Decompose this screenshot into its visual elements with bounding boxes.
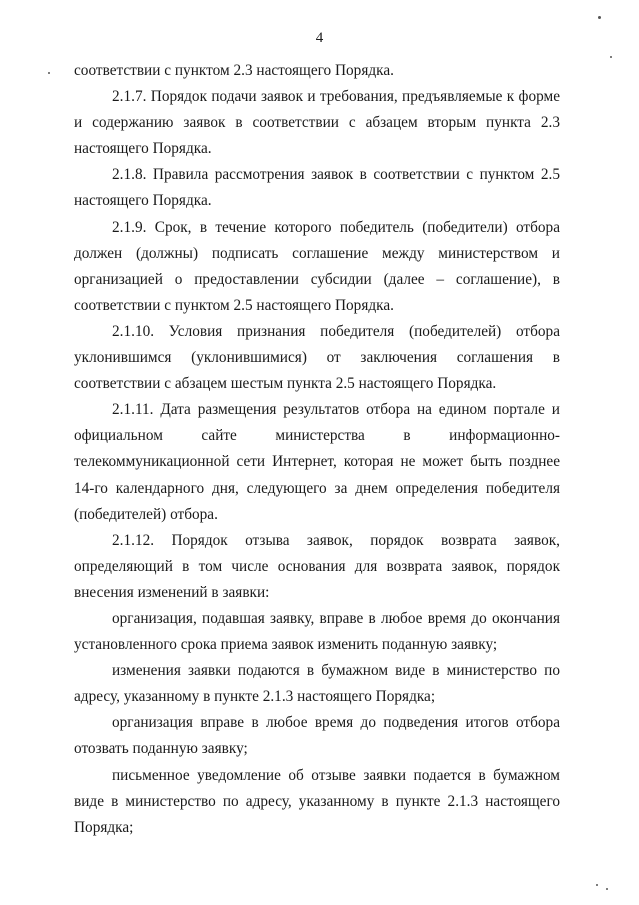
paragraph-continuation: соответствии с пунктом 2.3 настоящего Порядка. [74, 62, 394, 79]
scan-speck [596, 884, 598, 886]
list-item-withdraw-application: организация вправе в любое время до подведения итогов отбора отозвать поданную заявку; [74, 714, 560, 758]
list-item-withdrawal-notice: письменное уведомление об отзыве заявки подается в бумажном виде в министерство по адресу, указанному в пункте 2.1.3 настоящего Порядка; [74, 766, 560, 836]
paragraph-2-1-7: 2.1.7. Порядок подачи заявок и требования, предъявляемые к форме и содержанию заявок в соответствии с абзацем вторым пункта 2.3 настоящего Порядка. [74, 88, 560, 158]
paragraph-2-1-12: 2.1.12. Порядок отзыва заявок, порядок возврата заявок, определяющий в том числе основания для возврата заявок, порядок внесения изменений в заявки: [74, 531, 560, 601]
page-number: 4 [315, 30, 324, 46]
scan-speck [48, 72, 50, 74]
scan-speck [606, 888, 608, 890]
scan-speck [610, 56, 612, 58]
paragraph-2-1-11: 2.1.11. Дата размещения результатов отбора на едином портале и официальном сайте министерства в информационно-телекоммуникационной сети Интернет, которая не может быть позднее 14-го календарного дня, следующего за днем определения победителя (победителей) отбора. [74, 401, 560, 523]
paragraph-2-1-8: 2.1.8. Правила рассмотрения заявок в соответствии с пунктом 2.5 настоящего Порядка. [74, 166, 560, 210]
paragraph-2-1-10: 2.1.10. Условия признания победителя (победителей) отбора уклонившимся (уклонившимися) от заключения соглашения в соответствии с абзацем шестым пункта 2.5 настоящего Порядка. [74, 322, 560, 393]
paragraph-2-1-9: 2.1.9. Срок, в течение которого победитель (победители) отбора должен (должны) подписать соглашение между министерством и организацией о предоставлении субсидии (далее – соглашение), в соответствии с пунктом 2.5 настоящего Порядка. [74, 218, 560, 314]
scan-speck [598, 16, 601, 19]
list-item-paper-submission: изменения заявки подаются в бумажном виде в министерство по адресу, указанному в пункте 2.1.3 настоящего Порядка; [74, 662, 560, 706]
list-item-change-application: организация, подавшая заявку, вправе в любое время до окончания установленного срока приема заявок изменить поданную заявку; [74, 609, 560, 654]
body-text [74, 58, 560, 841]
